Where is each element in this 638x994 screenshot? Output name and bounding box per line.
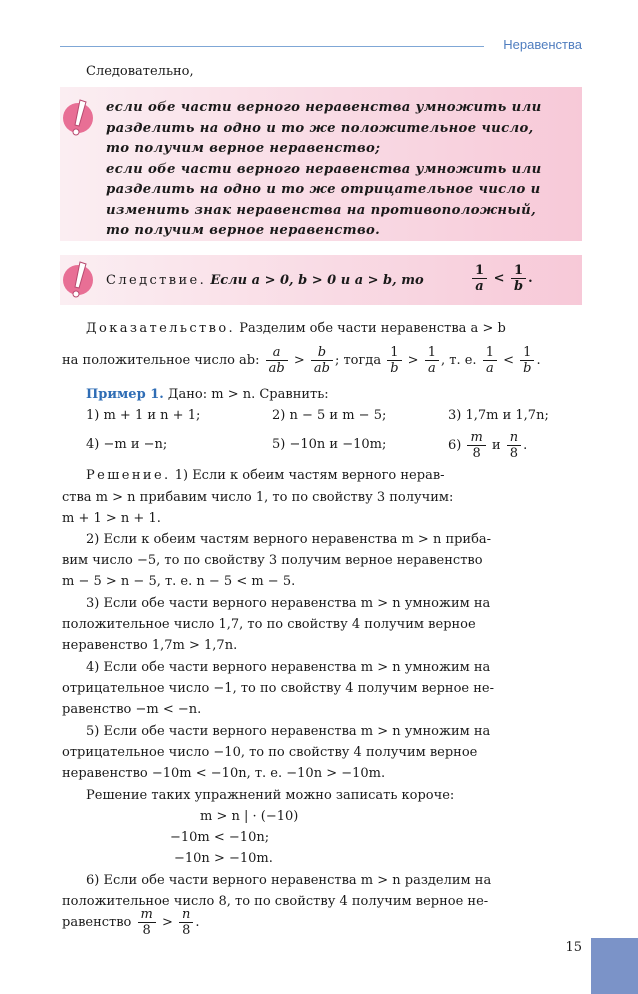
solution-line: 5) Если обе части верного неравенства m > n умножим на [86,724,491,739]
corner-tab [591,938,638,994]
solution-line: отрицательное число −1, то по свойству 4 получим верное не- [62,681,494,696]
example-label: Пример 1. [86,387,164,402]
exclamation-icon [62,258,98,304]
example-item-3: 3) 1,7m и 1,7n; [448,408,549,423]
corollary-statement [106,272,424,290]
example-item-5: 5) −10n и −10m; [272,437,387,452]
solution-label: Решение. [86,468,171,483]
solution-line: неравенство −10m < −10n, т. е. −10n > −10m. [62,766,386,781]
example-item-4: 4) −m и −n; [86,437,168,452]
example-item-1: 1) m + 1 и n + 1; [86,408,201,423]
proof-line-2: на положительное число ab: $\frac{a}{ab}$ > $\frac{b}{ab}$ ; тогда $\frac{1}{b}$ > $\frac{1}{a}$ , т. е. $\frac{1}{a}$ < $\frac{1}{b}$ . [62,345,541,376]
proof-line-1 [86,320,506,338]
header-rule [60,46,484,47]
solution-line: положительное число 8, то по свойству 4 получим верное не- [62,894,489,909]
solution-line: равенство $\frac{m}{8}$ > $\frac{n}{8}$ . [62,907,200,938]
solution-line: 4) Если обе части верного неравенства m > n умножим на [86,660,491,675]
solution-line: 6) Если обе части верного неравенства m > n разделим на [86,873,492,888]
solution-line: отрицательное число −10, то по свойству 4 получим верное [62,745,478,760]
rule-line: разделить на одно и то же отрицательное число и [106,182,541,197]
proof-label: Доказательство. [86,321,236,336]
rule-line: изменить знак неравенства на противоположный, [106,202,537,218]
proof-text: Разделим обе части неравенства a > b [239,321,506,336]
corollary-text: Если a > 0, b > 0 и a > b, то [210,273,424,288]
rule-line: то получим верное неравенство. [106,223,381,238]
rule-line: то получим верное неравенство; [106,141,381,156]
solution-line: неравенство 1,7m > 1,7n. [62,638,238,653]
solution-line: положительное число 1,7, то по свойству 4 получим верное [62,617,476,632]
short-notation-line: −10n > −10m. [174,851,273,866]
rule-line: если обе части верного неравенства умножить или [106,100,542,115]
short-notation-line: −10m < −10n; [170,830,270,845]
solution-line: m − 5 > n − 5, т. е. n − 5 < m − 5. [62,574,296,589]
rule-line: разделить на одно и то же положительное число, [106,120,534,136]
example-item-2: 2) n − 5 и m − 5; [272,408,387,423]
page-number: 15 [565,940,582,955]
solution-line: 3) Если обе части верного неравенства m > n умножим на [86,596,491,611]
example-heading [86,386,329,404]
example-given: Дано: m > n. Сравнить: [167,387,329,402]
solution-line: Решение таких упражнений можно записать короче: [86,788,455,803]
example-item-6: 6) $\frac{m}{8}$ и $\frac{n}{8}$ . [448,430,528,461]
intro-text: Следовательно, [86,64,194,79]
running-header: Неравенства [503,37,582,52]
rule-line: если обе части верного неравенства умножить или [106,161,542,177]
solution-line: Решение. 1) Если к обеим частям верного нерав- [86,468,445,483]
short-notation-line: m > n | · (−10) [200,809,299,824]
solution-line: 2) Если к обеим частям верного неравенства m > n приба- [86,532,492,547]
solution-line: вим число −5, то по свойству 3 получим верное неравенство [62,553,483,568]
solution-line: m + 1 > n + 1. [62,511,161,526]
exclamation-icon [62,96,98,142]
solution-line: ства m > n прибавим число 1, то по свойству 3 получим: [62,490,454,505]
solution-line: равенство −m < −n. [62,702,202,717]
corollary-formula: $\frac{1}{a}$ < $\frac{1}{b}$ . [470,263,533,294]
corollary-label: Следствие. [106,273,207,288]
